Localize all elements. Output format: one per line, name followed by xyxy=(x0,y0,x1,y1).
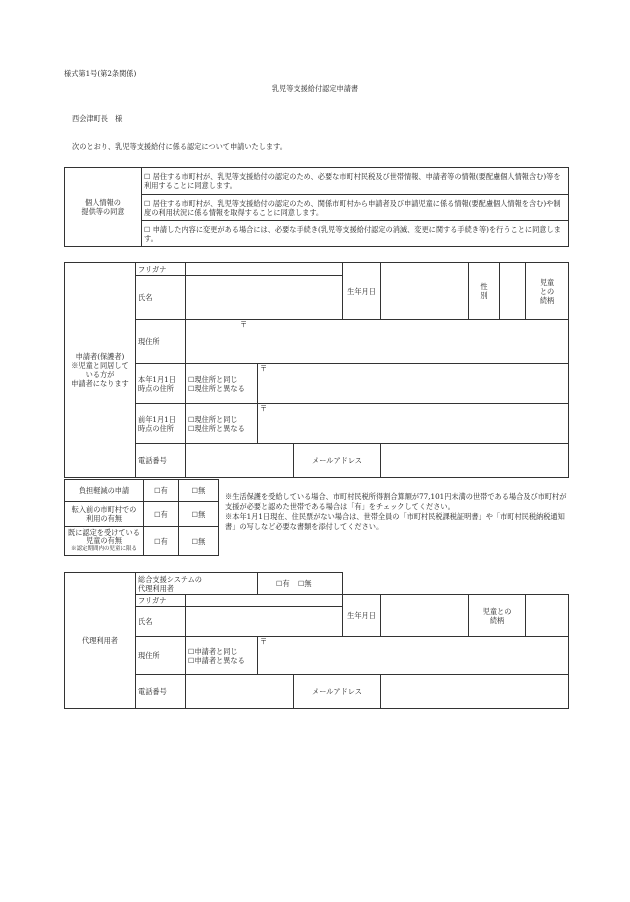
furigana-input[interactable] xyxy=(186,263,343,276)
agent-phone-label: 電話番号 xyxy=(136,675,186,709)
agent-email-input[interactable] xyxy=(381,675,569,709)
addressee: 西会津町長 様 xyxy=(72,114,123,123)
prev-jan1-address-input[interactable]: 〒 xyxy=(258,404,569,444)
burden-note-2: ※本年1月1日現在、住民票がない場合は、世帯全員の「市町村民税課税証明書」や「市町村民税納税通知書」の写しなど必要な書類を添付してください。 xyxy=(225,512,565,531)
agent-address-options xyxy=(186,637,258,675)
furigana-label: フリガナ xyxy=(136,263,186,276)
agent-birthdate-label: 生年月日 xyxy=(343,595,381,637)
agent-furigana-input[interactable] xyxy=(186,595,343,607)
consent-item-2[interactable]: ☐ 居住する市町村が、乳児等支援給付の認定のため、関係市町村から申請者及び申請児童に係る情報(要配慮個人情報を含む)や制度の利用状況に係る情報を取得することに同意します。 xyxy=(142,195,569,221)
prior-usage-yes-checkbox[interactable]: ☐有 xyxy=(144,502,179,527)
agent-address-label: 現住所 xyxy=(136,637,186,675)
prev-jan1-diff-checkbox[interactable]: ☐現住所と異なる xyxy=(188,423,245,433)
postal-mark: 〒 xyxy=(240,320,248,329)
agent-system-options xyxy=(258,573,343,595)
applicant-table xyxy=(64,262,569,478)
burden-table xyxy=(64,479,219,556)
certified-child-yes-checkbox[interactable]: ☐有 xyxy=(144,527,179,556)
agent-same-checkbox[interactable]: ☐申請者と同じ xyxy=(188,646,238,656)
prev-jan1-same-checkbox[interactable]: ☐現住所と同じ xyxy=(188,414,238,424)
consent-item-3[interactable]: ☐ 申請した内容に変更がある場合には、必要な手続き(乳児等支援給付認定の消滅、変更に関する手続き等)を行うことに同意します。 xyxy=(142,221,569,247)
phone-input[interactable] xyxy=(186,444,294,478)
agent-address-input[interactable]: 〒 xyxy=(258,637,569,675)
consent-table xyxy=(64,167,569,247)
form-number: 様式第1号(第2条関係) xyxy=(64,69,137,78)
name-input[interactable] xyxy=(186,276,343,320)
applicant-section-label: 申請者(保護者) ※児童と同居して いる方が 申請者になります xyxy=(65,263,136,478)
jan1-address-label: 本年1月1日 時点の住所 xyxy=(136,364,186,404)
email-label: メールアドレス xyxy=(294,444,381,478)
email-input[interactable] xyxy=(381,444,569,478)
agent-relation-label: 児童との 続柄 xyxy=(469,595,526,637)
agent-name-input[interactable] xyxy=(186,607,343,637)
agent-relation-input[interactable] xyxy=(526,595,569,637)
jan1-address-input[interactable]: 〒 xyxy=(258,364,569,404)
agent-section-label: 代理利用者 xyxy=(65,573,136,709)
burden-note-1: ※生活保護を受給している場合、市町村民税所得割合算額が77,101円未満の世帯である場合及び市町村が支援が必要と認めた世帯である場合は「有」をチェックしてください。 xyxy=(225,492,567,511)
name-label: 氏名 xyxy=(136,276,186,320)
gender-label: 性 別 xyxy=(469,263,500,320)
agent-name-label: 氏名 xyxy=(136,607,186,637)
birthdate-label: 生年月日 xyxy=(343,263,381,320)
relation-label: 児童 との 続柄 xyxy=(526,263,569,320)
jan1-same-checkbox[interactable]: ☐現住所と同じ xyxy=(188,374,238,384)
agent-spacer xyxy=(343,573,569,595)
agent-table xyxy=(64,572,569,709)
address-input[interactable] xyxy=(186,320,569,364)
gender-input[interactable] xyxy=(500,263,526,320)
agent-phone-input[interactable] xyxy=(186,675,294,709)
certified-child-label: 既に認定を受けている 児童の有無 ※認定期間内の児童に限る xyxy=(65,527,144,556)
address-label: 現住所 xyxy=(136,320,186,364)
agent-email-label: メールアドレス xyxy=(294,675,381,709)
agent-furigana-label: フリガナ xyxy=(136,595,186,607)
agent-system-label: 総合支援システムの 代理利用者 xyxy=(136,573,258,595)
burden-no-checkbox[interactable]: ☐無 xyxy=(179,480,219,502)
certified-child-no-checkbox[interactable]: ☐無 xyxy=(179,527,219,556)
consent-item-1[interactable]: ☐ 居住する市町村が、乳児等支援給付の認定のため、必要な市町村民税及び世帯情報、申請者等の情報(要配慮個人情報含む)等を利用することに同意します。 xyxy=(142,168,569,195)
agent-no-checkbox[interactable]: ☐無 xyxy=(297,579,312,588)
page-title: 乳児等支援給付認定申請書 xyxy=(271,84,359,93)
birthdate-input[interactable] xyxy=(381,263,469,320)
prior-usage-no-checkbox[interactable]: ☐無 xyxy=(179,502,219,527)
jan1-address-options xyxy=(186,364,258,404)
prior-usage-label: 転入前の市町村での 利用の有無 xyxy=(65,502,144,527)
consent-label: 個人情報の 提供等の同意 xyxy=(65,168,142,247)
prev-jan1-address-options xyxy=(186,404,258,444)
burden-yes-checkbox[interactable]: ☐有 xyxy=(144,480,179,502)
agent-birthdate-input[interactable] xyxy=(381,595,469,637)
burden-label: 負担軽減の申請 xyxy=(65,480,144,502)
agent-diff-checkbox[interactable]: ☐申請者と異なる xyxy=(188,655,245,665)
intro-text: 次のとおり、乳児等支援給付に係る認定について申請いたします。 xyxy=(72,142,287,151)
agent-yes-checkbox[interactable]: ☐有 xyxy=(276,579,290,588)
jan1-diff-checkbox[interactable]: ☐現住所と異なる xyxy=(188,383,245,393)
prev-jan1-address-label: 前年1月1日 時点の住所 xyxy=(136,404,186,444)
phone-label: 電話番号 xyxy=(136,444,186,478)
